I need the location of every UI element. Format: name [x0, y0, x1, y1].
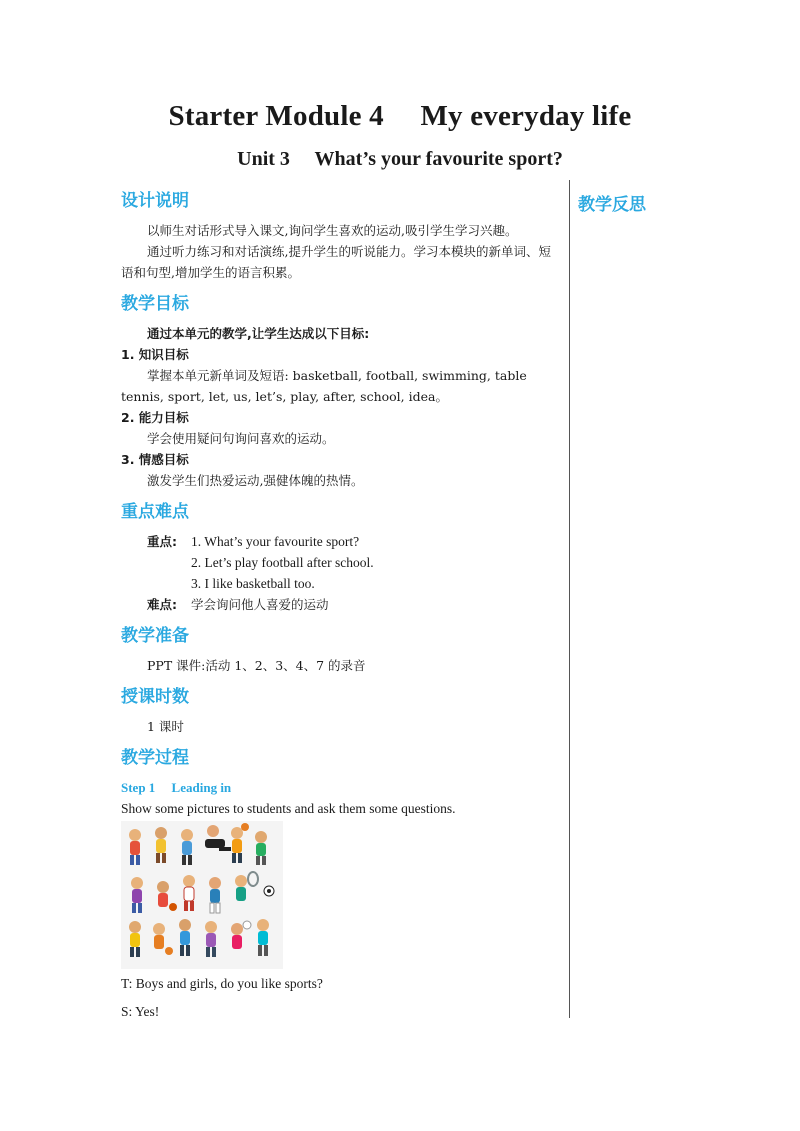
hours-text: 1 课时 — [147, 719, 184, 734]
dialog-line-1: T: Boys and girls, do you like sports? — [121, 976, 323, 991]
goals-intro: 通过本单元的教学,让学生达成以下目标: — [147, 326, 370, 341]
dialog-line-2: S: Yes! — [121, 1004, 160, 1019]
key-item-3: 3. I like basketball too. — [191, 576, 315, 591]
step1-title: Step 1 Leading in — [121, 780, 232, 795]
hard-text: 学会询问他人喜爱的运动 — [191, 597, 329, 612]
step1-text: Show some pictures to students and ask them some questions. — [121, 801, 456, 816]
goal-label-knowledge: 1. 知识目标 — [121, 347, 189, 362]
goal-label-ability: 2. 能力目标 — [121, 410, 189, 425]
goal-text-emotion: 激发学生们热爱运动,强健体魄的热情。 — [147, 473, 364, 488]
column-divider — [569, 180, 570, 1018]
goal-label-emotion: 3. 情感目标 — [121, 452, 189, 467]
sports-kids-illustration — [121, 821, 283, 969]
key-label: 重点: — [147, 534, 177, 549]
key-points-block — [121, 531, 563, 615]
preparation-heading: 教学准备 — [121, 626, 189, 646]
keypoints-heading: 重点难点 — [121, 502, 189, 522]
process-heading: 教学过程 — [121, 748, 189, 768]
main-column — [121, 190, 563, 1022]
design-paragraph-1: 以师生对话形式导入课文,询问学生喜欢的运动,吸引学生学习兴趣。 — [147, 223, 518, 238]
hours-heading: 授课时数 — [121, 687, 189, 707]
design-heading: 设计说明 — [121, 191, 189, 211]
document-subtitle: Unit 3 What’s your favourite sport? — [237, 148, 563, 170]
key-item-1: 1. What’s your favourite sport? — [191, 534, 360, 549]
design-paragraph-2: 通过听力练习和对话演练,提升学生的听说能力。学习本模块的新单词、短语和句型,增加学生的语言积累。 — [121, 244, 551, 280]
goal-text-knowledge: 掌握本单元新单词及短语: basketball, football, swimming, table tennis, sport, let, us, let’s, play, after, school, idea。 — [121, 368, 527, 404]
key-item-2: 2. Let’s play football after school. — [191, 555, 374, 570]
hard-label: 难点: — [147, 597, 177, 612]
goal-text-ability: 学会使用疑问句询问喜欢的运动。 — [147, 431, 335, 446]
preparation-text: PPT 课件:活动 1、2、3、4、7 的录音 — [147, 658, 366, 673]
reflection-heading: 教学反思 — [578, 195, 646, 215]
goals-heading: 教学目标 — [121, 294, 189, 314]
document-title: Starter Module 4 My everyday life — [168, 100, 632, 132]
